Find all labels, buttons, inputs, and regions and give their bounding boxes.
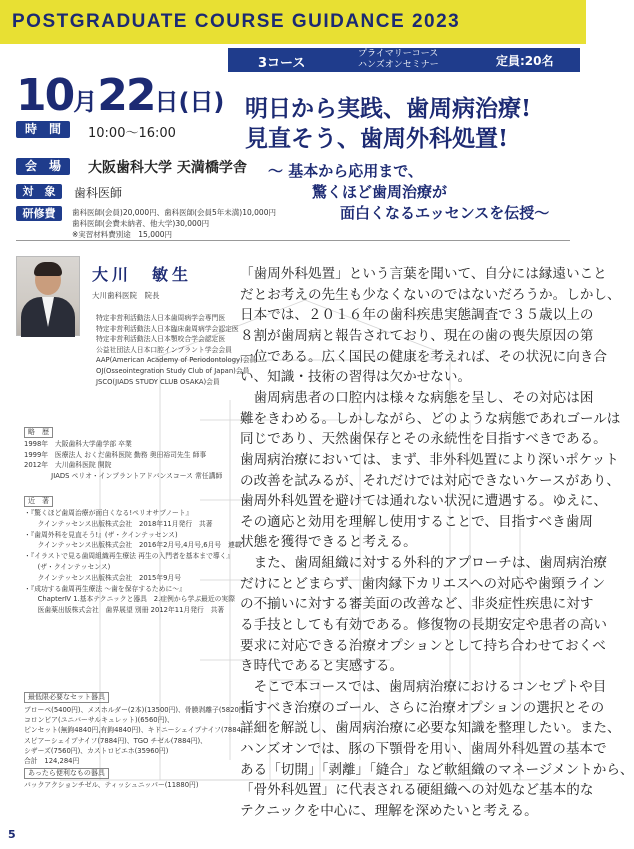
- body-line: 歯周病患者の口腔内は様々な病態を呈し、その対応は困: [240, 389, 594, 406]
- time-value: 10:00〜16:00: [88, 126, 176, 141]
- body-line: だとお考えの先生も少なくないのではないだろうか。しかし、: [240, 286, 621, 303]
- book-line: ・『イラストで見る歯周組織再生療法 再生の入門者を基本まで導く』: [24, 552, 234, 561]
- event-date: [16, 70, 224, 121]
- book-line: 医歯薬出版株式会社 歯界展望 別冊 2012年11月発行 共著: [24, 606, 225, 615]
- body-line: また、歯周組織に対する外科的アプローチは、歯周病治療: [240, 555, 608, 572]
- body-line: る手技としても有効である。修復物の長期安定や患者の高い: [240, 617, 608, 634]
- book-line: クインテッセンス出版株式会社 2016年2月号,4月号,6月号 連載: [24, 541, 242, 550]
- guidance-title: POSTGRADUATE COURSE GUIDANCE 2023: [12, 11, 461, 32]
- body-line: 歯周外科処置を避けては通れない状況に遭遇する。ゆえに、: [240, 493, 608, 510]
- credential-line: OJ(Osseointegration Study Club of Japan)会員: [96, 367, 250, 375]
- course-capacity: 定員:20名: [496, 54, 554, 68]
- body-line: その適応と効用を理解し使用することで、目指すべき歯周: [240, 513, 593, 530]
- target-value: 歯科医師: [74, 186, 123, 200]
- books-label: 近 著: [24, 496, 53, 507]
- body-line: テクニックを中心に、理解を深めたいと考える。: [240, 802, 538, 819]
- body-line: 状態を獲得できると考える。: [240, 534, 417, 551]
- materials-label: 最低限必要なセット器具: [24, 692, 109, 703]
- fee-line2: 歯科医師(会費未納者、他大学)30,000円: [72, 219, 210, 228]
- body-line: 日本では、２０１６年の歯科疾患実態調査で３５歳以上の: [240, 307, 594, 324]
- material-line: コロンビア(ユニバーサルキュレット)(6560円)、: [24, 716, 174, 725]
- date-day: 22: [97, 70, 155, 121]
- body-line: 要求に対応できる治療オプションとして持ち合わせておくべ: [240, 637, 606, 654]
- body-line: 難をきわめる。しかしながら、どのような病態であれゴールは: [240, 410, 621, 427]
- body-line: ハンズオンでは、豚の下顎骨を用い、歯周外科処置の基本で: [240, 740, 607, 757]
- book-line: ・『驚くほど歯周治療が面白くなる!ペリオサプノート』: [24, 509, 193, 517]
- book-line: (ザ・クインテッセンス): [24, 563, 111, 571]
- body-line: 「歯周外科処置」という言葉を聞いて、自分には縁遠いこと: [240, 266, 607, 282]
- time-label: 時 間: [16, 121, 70, 138]
- body-line: の改善を試みるが、それだけでは対応できないケースがあり、: [240, 472, 620, 489]
- subhead-line1: 〜 基本から応用まで、: [268, 162, 423, 180]
- credential-line: 特定非営利活動法人日本顎咬合学会認定医: [96, 335, 226, 344]
- course-number: 3コース: [258, 56, 306, 71]
- book-line: ChapterⅣ 1.基本テクニックと器具 2.症例から学ぶ最近の実際: [24, 595, 236, 604]
- material-line: ピンセット(無鉤4840円,有鉤4840円)、キドニーシェイプナイフ(7884円)、: [24, 726, 258, 735]
- material-line: バックアクションチゼル、ティッシュニッパー(11880円): [24, 781, 199, 789]
- course-type-line1: プライマリーコース: [358, 49, 439, 59]
- book-line: クインテッセンス出版株式会社 2018年11月発行 共著: [24, 519, 213, 528]
- date-weekday: (日): [178, 88, 225, 116]
- body-line: 詳細を解説し、歯周病治療に必要な知識を整理したい。また、: [240, 720, 621, 737]
- fee-line1: 歯科医師(会員)20,000円、歯科医師(会員5年未満)10,000円: [72, 208, 276, 217]
- lecturer-affiliation: 大川歯科医院 院長: [92, 291, 160, 300]
- credential-line: 特定非営利活動法人日本臨床歯周病学会認定医: [96, 324, 239, 333]
- body-line: ある「切開」「剥離」「縫合」など軟組織のマネージメントから、: [240, 761, 634, 778]
- body-line: 指すべき治療のゴール、さらに治療オプションの選択とその: [240, 699, 605, 716]
- date-month-unit: 月: [73, 88, 98, 116]
- body-line: 同じであり、天然歯保存とその永続性を目指すべきである。: [240, 431, 607, 448]
- book-line: クインテッセンス出版株式会社 2015年9月号: [24, 573, 182, 582]
- course-type: [358, 49, 439, 71]
- lecturer-name: 大川 敏生: [92, 265, 193, 284]
- page-number: 5: [8, 828, 16, 841]
- date-month: 10: [16, 70, 74, 121]
- credential-line: JSCO(JIADS STUDY CLUB OSAKA)会員: [96, 377, 220, 386]
- subhead-line2: 驚くほど歯周治療が: [312, 183, 448, 201]
- extra-materials-label: あったら便利なもの器具: [24, 768, 109, 779]
- headline-line2: 見直そう、歯周外科処置!: [245, 125, 509, 152]
- body-line: 一位である。広く国民の健康を考えれば、その状況に向き合: [240, 348, 608, 365]
- body-line: だけにとどまらず、歯肉縁下カリエスへの対応や歯頸ライン: [240, 575, 606, 592]
- body-line: 「骨外科処置」に代表される硬組織への対処など基本的な: [240, 782, 594, 799]
- history-line: 1999年 医療法人 おくだ歯科医院 勤務 奥田裕司先生 師事: [24, 450, 207, 459]
- body-line: き時代であると実感する。: [240, 658, 404, 675]
- body-line: 歯周病治療においては、まず、非外科処置により深いポケット: [240, 451, 619, 468]
- credential-line: 特定非営利活動法人日本歯周病学会専門医: [96, 314, 226, 322]
- body-line: い、知識・技術の習得は欠かせない。: [240, 369, 472, 386]
- credential-line: 公益社団法人日本口腔インプラント学会会員: [96, 345, 232, 354]
- subhead-line3: 面白くなるエッセンスを伝授〜: [340, 204, 550, 222]
- lecturer-photo: [16, 256, 80, 336]
- body-line: そこで本コースでは、歯周病治療におけるコンセプトや目: [240, 679, 607, 695]
- headline-line1: 明日から実践、歯周病治療!: [245, 95, 532, 122]
- material-line: スピアーシェイプナイフ(7884円)、TGO チゼル(7884円)、: [24, 736, 207, 745]
- body-line: の不揃いに対する審美面の改善など、非炎症性疾患に対す: [240, 596, 594, 613]
- material-line: 合計 124,284円: [24, 757, 80, 765]
- venue-label: 会 場: [16, 158, 70, 175]
- history-line: JIADS ペリオ・インプラントアドバンスコース 常任講師: [24, 471, 223, 480]
- material-line: シザーズ(7560円)、カストロビエホ(35960円): [24, 746, 169, 755]
- history-line: 2012年 大川歯科医院 開院: [24, 461, 112, 469]
- date-day-unit: 日: [154, 88, 179, 116]
- material-line: ブローペ(5400円)、メスホルダー(2本)(13500円)、骨膜剥離子(5820円)、: [24, 706, 256, 714]
- history-line: 1998年 大阪歯科大学歯学部 卒業: [24, 440, 132, 448]
- body-line: ８割が歯周病と報告されており、現在の歯の喪失原因の第: [240, 327, 594, 344]
- course-info-bar: [228, 48, 580, 72]
- section-divider: [16, 240, 570, 241]
- fee-label: 研修費: [16, 206, 62, 221]
- history-label: 略 歴: [24, 427, 53, 438]
- book-line: ・『成功する歯周再生療法 〜歯を保存するために〜』: [24, 584, 186, 593]
- fee-line3: ※実習材料費別途 15,000円: [72, 230, 173, 239]
- credential-line: AAP(American Academy of Periodontology)会員: [96, 356, 257, 365]
- course-type-line2: ハンズオンセミナー: [358, 60, 439, 70]
- venue-value: 大阪歯科大学 天満橋学舎: [88, 160, 247, 176]
- header-band: [0, 0, 586, 44]
- target-label: 対 象: [16, 184, 62, 199]
- book-line: ・『歯周外科を見直そう!』(ザ・クインテッセンス): [24, 530, 178, 539]
